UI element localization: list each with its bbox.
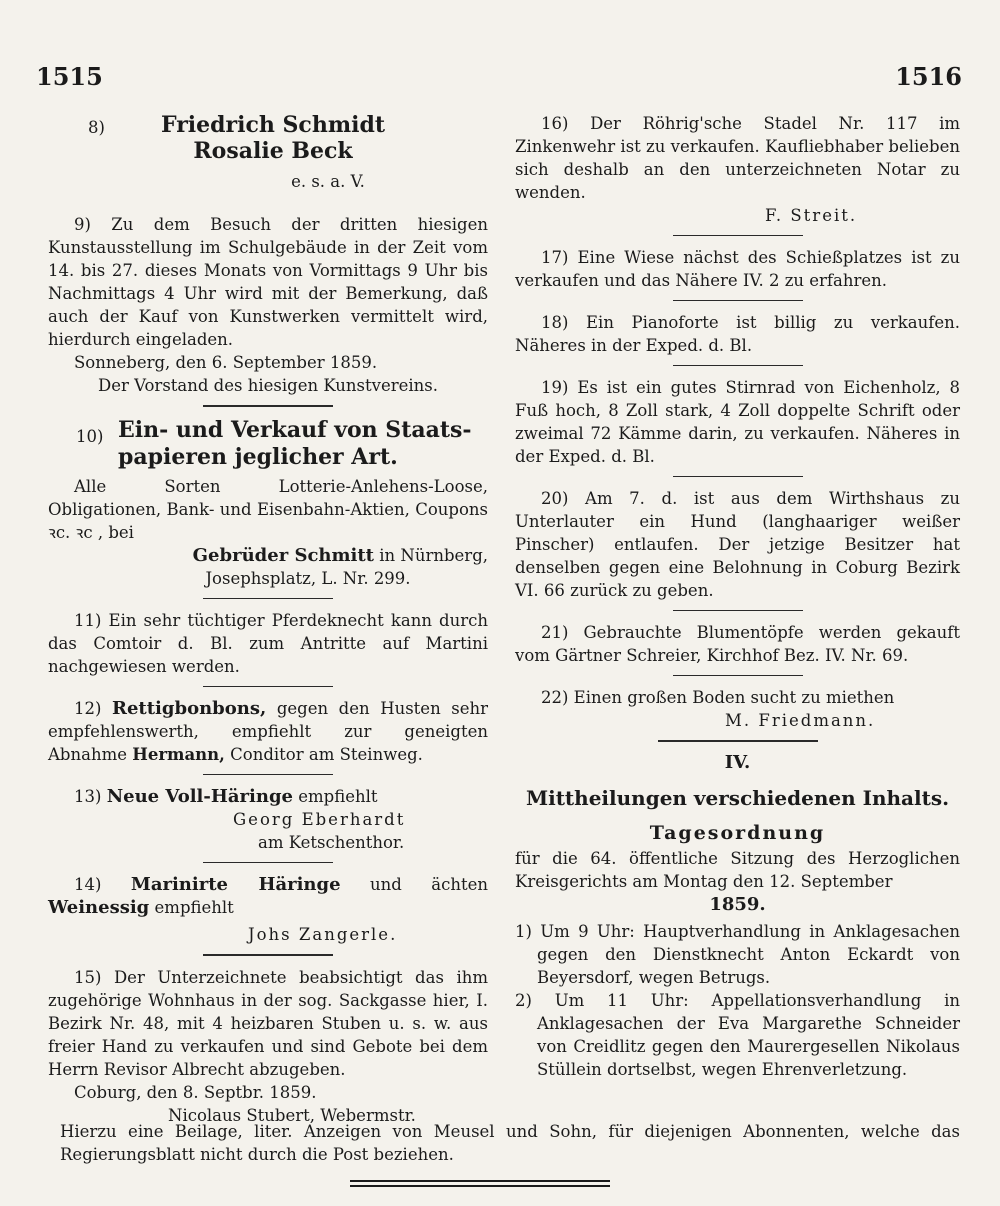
merchant-name: Johs Zangerle. [248, 925, 398, 944]
entry-8-suffix: e. s. a. V. [291, 172, 365, 191]
entry-number: 14) [74, 875, 102, 894]
entry-20-text: 20) Am 7. d. ist aus dem Wirthshaus zu Unterlauter ein Hund (langhaariger weißer Pinscher) entlaufen. Der jetzige Besitzer hat denselben gegen eine Belohnung in Coburg Bezirk VI. 66 zurück zu geben. [515, 489, 960, 600]
entry-12-text [48, 697, 488, 766]
entry-14-body: und ächten [370, 875, 489, 894]
agenda-year: 1859. [709, 894, 766, 915]
agenda-intro: für die 64. öffentliche Sitzung des Herzoglichen Kreisgerichts am Montag den 12. September [515, 849, 960, 891]
separator [673, 610, 803, 611]
closing-double-rule [350, 1180, 610, 1190]
separator [203, 598, 333, 599]
couple-name-1: Friedrich Schmidt [160, 112, 386, 138]
entry-17-text: 17) Eine Wiese nächst des Schießplatzes ist zu verkaufen und das Nähere IV. 2 zu erfahren. [515, 248, 960, 290]
agenda-item-2: 2) Um 11 Uhr: Appellationsverhandlung in Anklagesachen der Eva Margarethe Schneider von Creidlitz gegen den Maurergesellen Nikolaus Stüllein dortselbst, wegen Ehrenverletzung. [515, 991, 960, 1079]
entry-10-text: Alle Sorten Lotterie-Anlehens-Loose, Obligationen, Bank- und Eisenbahn-Aktien, Coupons ꝛc. ꝛc , bei [48, 477, 488, 542]
right-column [515, 112, 960, 1081]
section-title: Mittheilungen verschiedenen Inhalts. [525, 786, 950, 810]
item-name: Rettigbonbons, [112, 698, 267, 719]
separator [673, 476, 803, 477]
separator [203, 862, 333, 863]
entry-15-signature: Nicolaus Stubert, Webermstr. [168, 1106, 416, 1125]
entry-19-text: 19) Es ist ein gutes Stirnrad von Eichenholz, 8 Fuß hoch, 8 Zoll stark, 4 Zoll doppelte Schrift oder zweimal 72 Kämme darin, zu verkaufen. Näheres in der Exped. d. Bl. [515, 378, 960, 466]
entry-number: 8) [88, 118, 105, 137]
entry-number: 12) [74, 699, 102, 718]
entry-8 [48, 112, 488, 176]
entry-16-text: 16) Der Röhrig'sche Stadel Nr. 117 im Zinkenwehr ist zu verkaufen. Kaufliebhaber belieben sich deshalb an den unterzeichneten Notar zu wenden. [515, 114, 960, 202]
entry-22-text: 22) Einen großen Boden sucht zu miethen [541, 688, 895, 707]
entry-21-text: 21) Gebrauchte Blumentöpfe werden gekauft vom Gärtner Schreier, Kirchhof Bez. IV. Nr. 69. [515, 623, 960, 665]
entry-11-text: 11) Ein sehr tüchtiger Pferdeknecht kann durch das Comtoir d. Bl. zum Antritte auf Martini nachgewiesen werden. [48, 611, 488, 676]
supplement-notice [60, 1120, 960, 1166]
separator [673, 235, 803, 236]
couple-name-2: Rosalie Beck [193, 138, 353, 164]
page-number-right: 1516 [895, 62, 962, 91]
supplement-text: Hierzu eine Beilage, liter. Anzeigen von Meusel und Sohn, für diejenigen Abonnenten, welche das Regierungsblatt nicht durch die Post beziehen. [60, 1122, 960, 1164]
agenda-item-1: 1) Um 9 Uhr: Hauptverhandlung in Anklagesachen gegen den Dienstknecht Anton Eckardt von Beyersdorf, wegen Betrugs. [515, 922, 960, 987]
separator [673, 300, 803, 301]
separator [673, 365, 803, 366]
entry-16-signature: F. Streit. [765, 206, 858, 225]
entry-10-firm-line [48, 544, 488, 567]
merchant-name: Georg Eberhardt [233, 810, 406, 829]
left-column [48, 112, 488, 1127]
rule-line [350, 1180, 610, 1182]
item-name: Marinirte Häringe [130, 874, 341, 895]
entry-10-title-1: Ein- und Verkauf von Staats- [118, 417, 472, 443]
page-number-left: 1515 [36, 62, 103, 91]
entry-10-title-2: papieren jeglicher Art. [118, 444, 398, 470]
entry-number: 10) [76, 427, 104, 446]
merchant-place: am Ketschenthor. [258, 833, 405, 852]
firm-city: in Nürnberg, [379, 546, 488, 565]
entry-9-date: Sonneberg, den 6. September 1859. [74, 353, 378, 372]
separator [203, 405, 333, 407]
separator [203, 954, 333, 956]
entry-14-tail: empfiehlt [154, 898, 234, 917]
entry-9-text: 9) Zu dem Besuch der dritten hiesigen Kunstausstellung im Schulgebäude in der Zeit vom 14. bis 27. dieses Monats von Vormittags 9 Uhr bis Nachmittags 4 Uhr wird mit der Bemerkung, daß auch der Kauf von Kunstwerken vermittelt wird, hierdurch eingeladen. [48, 215, 488, 349]
entry-number: 13) [74, 787, 102, 806]
entry-22-signature: M. Friedmann. [725, 711, 876, 730]
entry-13-body: empfiehlt [298, 787, 378, 806]
separator [203, 686, 333, 687]
agenda-title: Tagesordnung [649, 822, 826, 844]
entry-12-body: gegen den Husten sehr empfehlenswerth, empfiehlt zur geneigten Abnahme [48, 699, 489, 764]
entry-10-address: Josephsplatz, L. Nr. 299. [205, 569, 411, 588]
section-number: IV. [724, 752, 751, 773]
separator [673, 675, 803, 676]
entry-18-text: 18) Ein Pianoforte ist billig zu verkaufen. Näheres in der Exped. d. Bl. [515, 313, 960, 355]
entry-9-signature: Der Vorstand des hiesigen Kunstvereins. [97, 376, 439, 395]
separator [658, 740, 818, 742]
firm-name: Gebrüder Schmitt [192, 545, 374, 566]
entry-15-text: 15) Der Unterzeichnete beabsichtigt das ihm zugehörige Wohnhaus in der sog. Sackgasse hier, I. Bezirk Nr. 48, mit 4 heizbaren Stuben u. s. w. aus freier Hand zu verkaufen und sind Gebote bei dem Herrn Revisor Albrecht abzugeben. [48, 968, 488, 1079]
rule-line [350, 1185, 610, 1187]
entry-14-line [48, 873, 488, 919]
entry-13-line [48, 785, 488, 808]
entry-12-tail: Conditor am Steinweg. [230, 745, 423, 764]
separator [203, 774, 333, 775]
entry-15-date: Coburg, den 8. Septbr. 1859. [74, 1083, 317, 1102]
item-name: Neue Voll-Häringe [106, 786, 293, 807]
item-name-2: Weinessig [48, 897, 150, 918]
merchant-name: Hermann, [132, 745, 225, 764]
entry-10 [48, 417, 488, 471]
